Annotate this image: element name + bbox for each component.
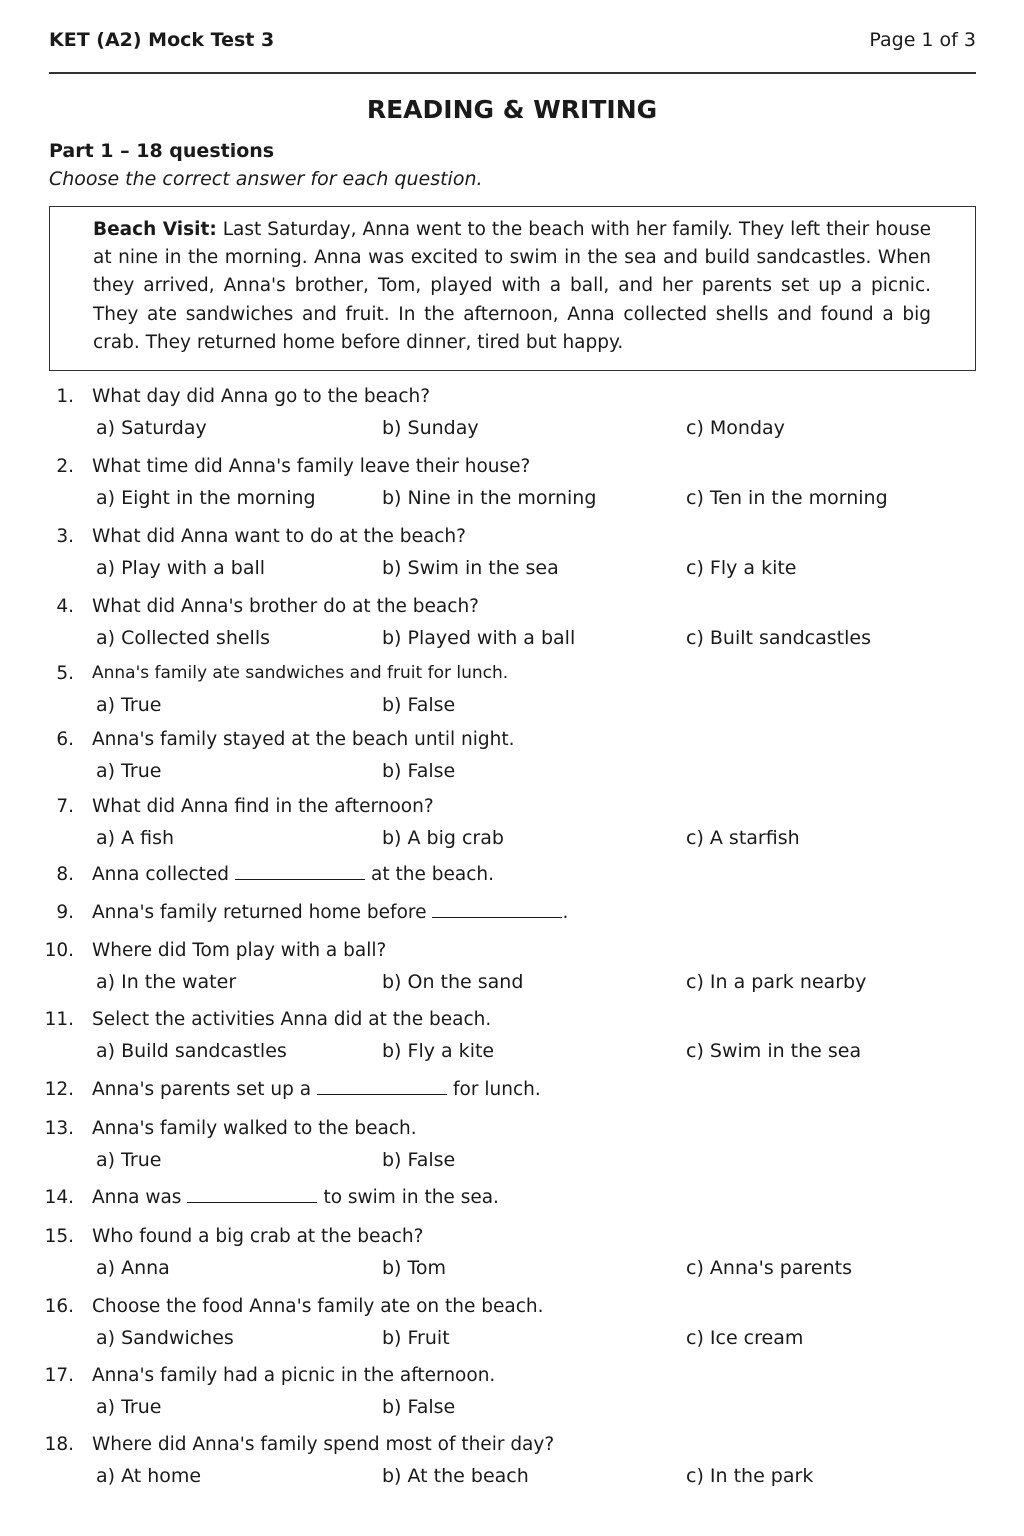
question-text-after: . [562,902,569,923]
question-2 [0,456,1024,536]
question-number: 6. [56,729,74,750]
question-number: 18. [44,1434,74,1455]
question-text-after: to swim in the sea. [323,1187,499,1208]
question-text: What time did Anna's family leave their house? [92,456,531,477]
question-text: Who found a big crab at the beach? [92,1226,424,1247]
question-text: Where did Anna's family spend most of their day? [92,1434,555,1455]
answer-blank[interactable] [317,1093,447,1095]
option-a[interactable]: a) Anna [96,1257,170,1279]
passage-label: Beach Visit: [93,219,217,240]
option-c[interactable]: c) Ten in the morning [686,487,888,509]
option-b[interactable]: b) Sunday [382,417,479,439]
test-title: KET (A2) Mock Test 3 [49,29,275,51]
option-c[interactable]: c) Fly a kite [686,557,797,579]
option-b[interactable]: b) False [382,1396,456,1418]
option-c[interactable]: c) In a park nearby [686,971,867,993]
option-b[interactable]: b) Played with a ball [382,627,576,649]
question-text: Anna's family had a picnic in the afternoon. [92,1365,496,1386]
option-b[interactable]: b) Nine in the morning [382,487,597,509]
question-number: 15. [44,1226,74,1247]
question-text: What did Anna want to do at the beach? [92,526,466,547]
option-c[interactable]: c) Built sandcastles [686,627,871,649]
question-number: 14. [44,1187,74,1208]
question-text: What did Anna find in the afternoon? [92,796,434,817]
question-text-before: Anna was [92,1187,182,1208]
question-text: Anna's family ate sandwiches and fruit for lunch. [92,663,509,683]
option-a[interactable]: a) Saturday [96,417,207,439]
question-number: 12. [44,1079,74,1100]
option-b[interactable]: b) A big crab [382,827,504,849]
option-b[interactable]: b) Fruit [382,1327,450,1349]
option-b[interactable]: b) Tom [382,1257,447,1279]
question-text: Where did Tom play with a ball? [92,940,387,961]
option-a[interactable]: a) True [96,760,162,782]
option-a[interactable]: a) Play with a ball [96,557,266,579]
option-a[interactable]: a) Sandwiches [96,1327,234,1349]
option-a[interactable]: a) True [96,694,162,716]
question-text: Choose the food Anna's family ate on the beach. [92,1296,544,1317]
reading-passage-box [49,206,976,371]
part-instruction: Choose the correct answer for each question. [49,168,483,190]
page-indicator: Page 1 of 3 [869,29,976,51]
question-text [92,902,568,923]
question-8 [0,864,1024,894]
question-13 [0,1118,1024,1198]
question-text [92,864,494,885]
question-text-before: Anna's family returned home before [92,902,427,923]
question-text [92,1079,541,1100]
option-c[interactable]: c) Swim in the sea [686,1040,862,1062]
option-b[interactable]: b) False [382,1149,456,1171]
question-14 [0,1187,1024,1217]
option-c[interactable]: c) In the park [686,1465,814,1487]
option-a[interactable]: a) At home [96,1465,202,1487]
question-text: What day did Anna go to the beach? [92,386,431,407]
question-number: 9. [56,902,74,923]
option-b[interactable]: b) On the sand [382,971,524,993]
section-title: READING & WRITING [366,95,658,124]
option-a[interactable]: a) Eight in the morning [96,487,316,509]
option-c[interactable]: c) Ice cream [686,1327,804,1349]
question-number: 1. [56,386,74,407]
question-text: Select the activities Anna did at the beach. [92,1009,492,1030]
question-11 [0,1009,1024,1089]
question-text: Anna's family stayed at the beach until night. [92,729,515,750]
question-1 [0,386,1024,466]
question-text-after: for lunch. [453,1079,541,1100]
header-divider [49,72,976,74]
answer-blank[interactable] [432,916,562,918]
option-a[interactable]: a) Build sandcastles [96,1040,287,1062]
question-16 [0,1296,1024,1376]
question-18 [0,1434,1024,1514]
question-12 [0,1079,1024,1109]
answer-blank[interactable] [187,1201,317,1203]
question-text: Anna's family walked to the beach. [92,1118,417,1139]
passage-text: Last Saturday, Anna went to the beach with her family. They left their house at nine in the morning. Anna was excited to swim in the sea and build sandcastles. When they arrived, Anna's brother, Tom, played with a ball, and her parents set up a picnic. They ate sandwiches and fruit. In the afternoon, Anna collected shells and found a big crab. They returned home before dinner, tired but happy. [93,219,931,353]
option-b[interactable]: b) At the beach [382,1465,529,1487]
option-c[interactable]: c) Anna's parents [686,1257,852,1279]
option-b[interactable]: b) Swim in the sea [382,557,559,579]
question-text-before: Anna collected [92,864,230,885]
question-number: 17. [44,1365,74,1386]
option-b[interactable]: b) Fly a kite [382,1040,495,1062]
question-number: 2. [56,456,74,477]
question-number: 8. [56,864,74,885]
question-text-before: Anna's parents set up a [92,1079,312,1100]
question-text-after: at the beach. [371,864,494,885]
part-title: Part 1 – 18 questions [49,140,275,162]
question-3 [0,526,1024,606]
question-number: 7. [56,796,74,817]
question-number: 3. [56,526,74,547]
question-number: 11. [44,1009,74,1030]
answer-blank[interactable] [235,878,365,880]
question-text [92,1187,499,1208]
option-a[interactable]: a) Collected shells [96,627,271,649]
reading-passage [93,216,931,357]
option-c[interactable]: c) Monday [686,417,785,439]
option-b[interactable]: b) False [382,760,456,782]
question-15 [0,1226,1024,1306]
question-10 [0,940,1024,1020]
question-17 [0,1365,1024,1445]
option-a[interactable]: a) A fish [96,827,175,849]
option-a[interactable]: a) In the water [96,971,237,993]
question-number: 16. [44,1296,74,1317]
question-number: 5. [56,663,74,684]
option-c[interactable]: c) A starfish [686,827,800,849]
question-number: 10. [44,940,74,961]
question-number: 4. [56,596,74,617]
option-a[interactable]: a) True [96,1396,162,1418]
question-9 [0,902,1024,932]
option-a[interactable]: a) True [96,1149,162,1171]
question-text: What did Anna's brother do at the beach? [92,596,479,617]
option-b[interactable]: b) False [382,694,456,716]
question-number: 13. [44,1118,74,1139]
